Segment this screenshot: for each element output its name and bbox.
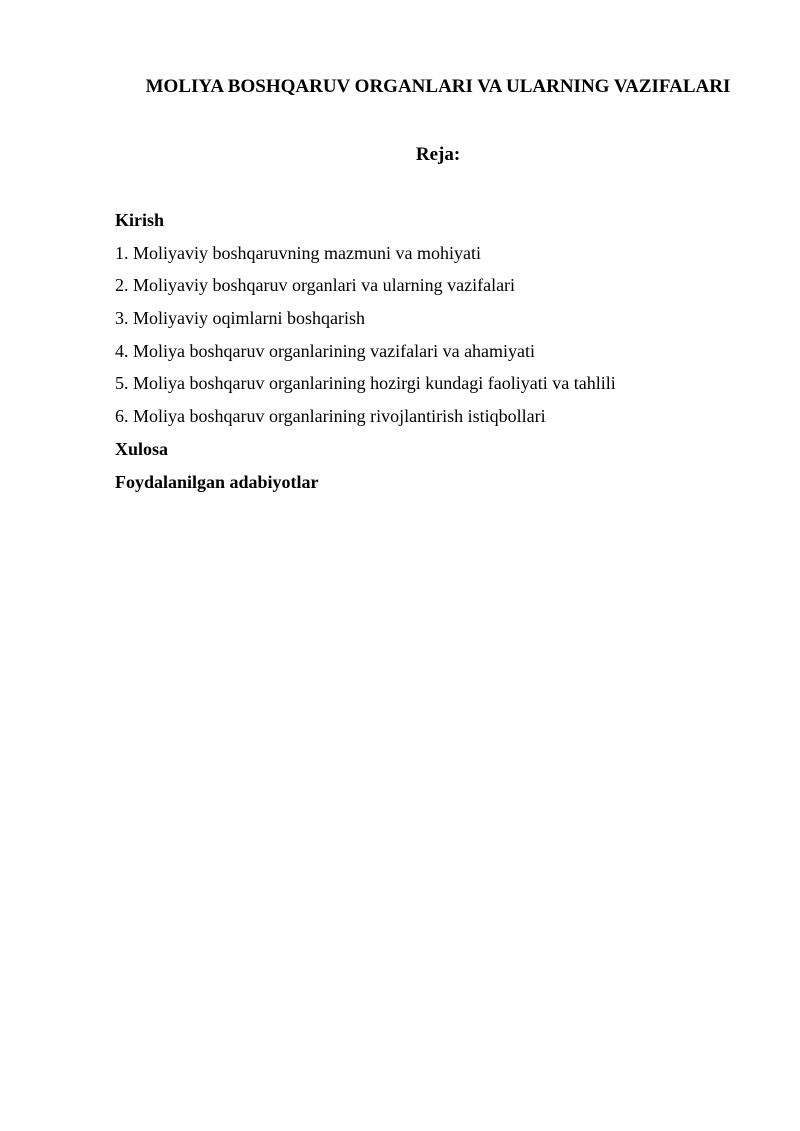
toc-item-3: 3. Moliyaviy oqimlarni boshqarish	[115, 308, 365, 329]
toc-item-6: 6. Moliya boshqaruv organlarining rivojlantirish istiqbollari	[115, 406, 546, 427]
table-of-contents	[115, 204, 755, 498]
toc-intro: Kirish	[115, 210, 165, 230]
document-title: MOLIYA BOSHQARUV ORGANLARI VA ULARNING VAZIFALARI	[145, 76, 731, 97]
toc-item-5: 5. Moliya boshqaruv organlarining hozirgi kundagi faoliyati va tahlili	[115, 373, 616, 394]
toc-item-1: 1. Moliyaviy boshqaruvning mazmuni va mohiyati	[115, 242, 481, 263]
toc-references: Foydalanilgan adabiyotlar	[115, 471, 319, 492]
plan-heading: Reja:	[415, 144, 461, 165]
toc-item-2: 2. Moliyaviy boshqaruv organlari va ularning vazifalari	[115, 275, 516, 296]
toc-item-4: 4. Moliya boshqaruv organlarining vazifalari va ahamiyati	[115, 340, 536, 361]
toc-conclusion: Xulosa	[115, 438, 169, 459]
